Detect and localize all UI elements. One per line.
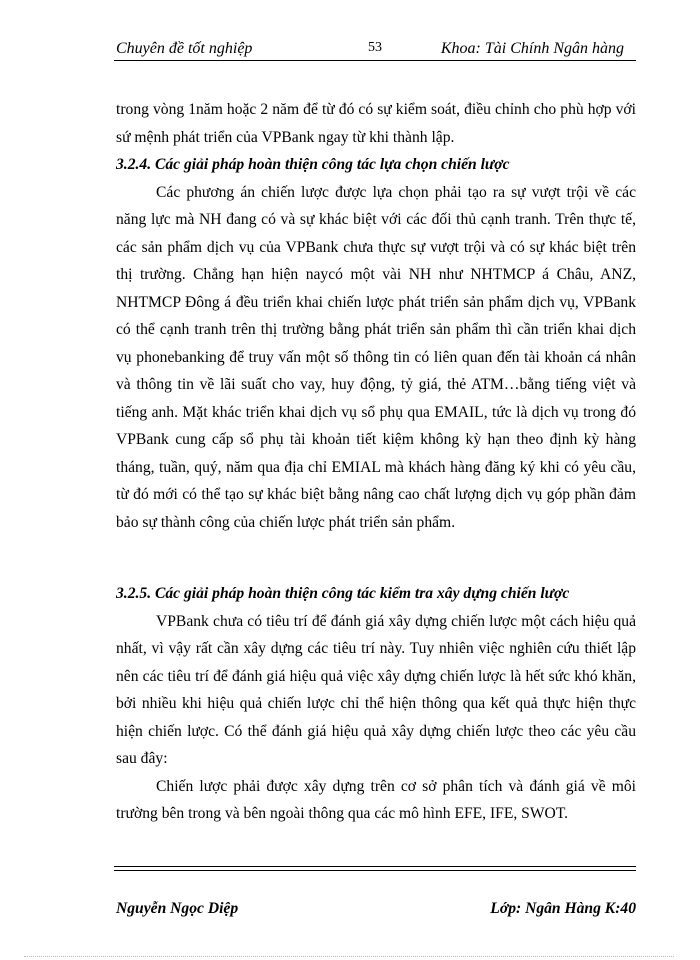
footer-divider-thick xyxy=(114,866,636,867)
header-chapter-title: Chuyên đề tốt nghiệp xyxy=(116,40,253,57)
page-header xyxy=(114,40,636,62)
header-divider xyxy=(114,60,636,61)
intro-paragraph: trong vòng 1năm hoặc 2 năm để từ đó có sự kiểm soát, điều chỉnh cho phù hợp với sứ mệnh phát triển của VPBank ngay từ khi thành lập. xyxy=(116,101,636,146)
page-number: 53 xyxy=(368,40,382,55)
page-body xyxy=(116,96,636,828)
section-3-2-5-paragraph: VPBank chưa có tiêu trí để đánh giá xây dựng chiến lược một cách hiệu quả nhất, vì vậy rất cần xây dựng các tiêu trí này. Tuy nhiên việc nghiên cứu thiết lập nên các tiêu trí để đánh giá hiệu quả việc xây dựng chiến lược là hết sức khó khăn, bởi nhiều khi hiệu quả chiến lược chỉ thể hiện thông qua kết quả thực hiện thực hiện chiến lược. Có thể đánh giá hiệu quả xây dựng chiến lược theo các yêu cầu sau đây: xyxy=(116,612,636,767)
header-faculty: Khoa: Tài Chính Ngân hàng xyxy=(440,40,624,57)
section-heading-3-2-4: 3.2.4. Các giải pháp hoàn thiện công tác lựa chọn chiến lược xyxy=(116,156,510,173)
page-bottom-border xyxy=(24,956,674,957)
footer-author: Nguyễn Ngọc Diệp xyxy=(116,900,239,917)
section-3-2-5-paragraph-2: Chiến lược phải được xây dựng trên cơ sở phân tích và đánh giá về môi trường bên trong và bên ngoài thông qua các mô hình EFE, IFE, SWOT. xyxy=(116,777,636,822)
footer-divider-thin xyxy=(114,870,636,871)
footer-class: Lớp: Ngân Hàng K:40 xyxy=(490,900,636,917)
spacer xyxy=(116,536,636,580)
section-3-2-4-paragraph: Các phương án chiến lược được lựa chọn phải tạo ra sự vượt trội về các năng lực mà NH đang có và sự khác biệt với các đối thủ cạnh tranh. Trên thực tế, các sản phẩm dịch vụ của VPBank chưa thực sự vượt trội và có sự khác biệt trên thị trường. Chẳng hạn hiện naycó một vài NH như NHTMCP á Châu, ANZ, NHTMCP Đông á đều triển khai chiến lược phát triển sản phẩm dịch vụ, VPBank có thể cạnh tranh trên thị trường bằng phát triển sản phẩm thì cần triển khai dịch vụ phonebanking để truy vấn một số thông tin có liên quan đến tài khoản cá nhân và thông tin về lãi suất cho vay, huy động, tỷ giá, thẻ ATM…bằng tiếng việt và tiếng anh. Mặt khác triển khai dịch vụ sổ phụ qua EMAIL, tức là dịch vụ trong đó VPBank cung cấp sổ phụ tài khoản tiết kiệm không kỳ hạn theo định kỳ hàng tháng, tuần, quý, năm qua địa chỉ EMIAL mà khách hàng đăng ký khi có yêu cầu, từ đó mới có thể tạo sự khác biệt bằng nâng cao chất lượng dịch vụ góp phần đảm bảo sự thành công của chiến lược phát triển sản phẩm. xyxy=(116,183,636,531)
section-heading-3-2-5: 3.2.5. Các giải pháp hoàn thiện công tác kiểm tra xây dựng chiến lược xyxy=(116,585,570,602)
